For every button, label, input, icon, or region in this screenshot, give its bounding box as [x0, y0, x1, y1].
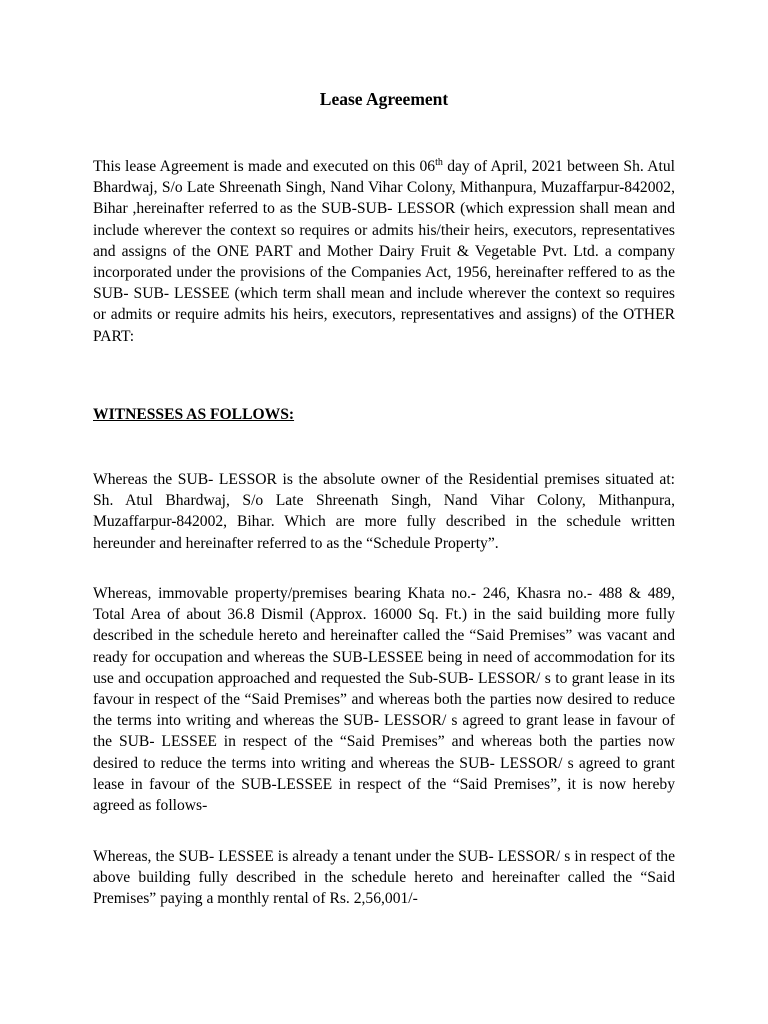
intro-text-part2: day of April, 2021 between Sh. Atul Bhardwaj, S/o Late Shreenath Singh, Nand Vihar Colony, Mithanpura, Muzaffarpur-842002, Bihar ,hereinafter referred to as the SUB-SUB- LESSOR (which expression shall mean and include wherever the context so requires or admits his/their heirs, executors, representatives and assigns of the ONE PART and Mother Dairy Fruit & Vegetable Pvt. Ltd. a company incorporated under the provisions of the Companies Act, 1956, hereinafter reffered to as the SUB- SUB- LESSEE (which term shall mean and include wherever the context so requires or admits or require admits his heirs, executors, representatives and assigns) of the OTHER PART:	[93, 158, 675, 345]
ordinal-suffix: th	[435, 156, 443, 168]
intro-text-part1: This lease Agreement is made and executed on this 06	[93, 158, 436, 175]
witnesses-heading: WITNESSES AS FOLLOWS:	[93, 406, 295, 423]
paragraph-premises: Whereas, immovable property/premises bearing Khata no.- 246, Khasra no.- 488 & 489, Total Area of about 36.8 Dismil (Approx. 16000 Sq. Ft.) in the said building more fully described in the schedule hereto and hereinafter called the “Said Premises” was vacant and ready for occupation and whereas the SUB-LESSEE being in need of accommodation for its use and occupation approached and requested the Sub-SUB- LESSOR/ s to grant lease in its favour in respect of the “Said Premises” and whereas both the parties now desired to reduce the terms into writing and whereas the SUB- LESSOR/ s agreed to grant lease in favour of the SUB- LESSEE in respect of the “Said Premises” and whereas both the parties now desired to reduce the terms into writing and whereas the SUB- LESSOR/ s agreed to grant lease in favour of the SUB-LESSEE in respect of the “Said Premises”, it is now hereby agreed as follows-	[93, 585, 675, 815]
paragraph-tenancy: Whereas, the SUB- LESSEE is already a tenant under the SUB- LESSOR/ s in respect of the above building fully described in the schedule hereto and hereinafter called the “Said Premises” paying a monthly rental of Rs. 2,56,001/-	[93, 848, 675, 908]
document-title: Lease Agreement	[319, 89, 449, 109]
paragraph-ownership: Whereas the SUB- LESSOR is the absolute owner of the Residential premises situated at: Sh. Atul Bhardwaj, S/o Late Shreenath Singh, Nand Vihar Colony, Mithanpura, Muzaffarpur-842002, Bihar. Which are more fully described in the schedule written hereunder and hereinafter referred to as the “Schedule Property”.	[93, 471, 675, 552]
intro-paragraph	[93, 156, 675, 347]
